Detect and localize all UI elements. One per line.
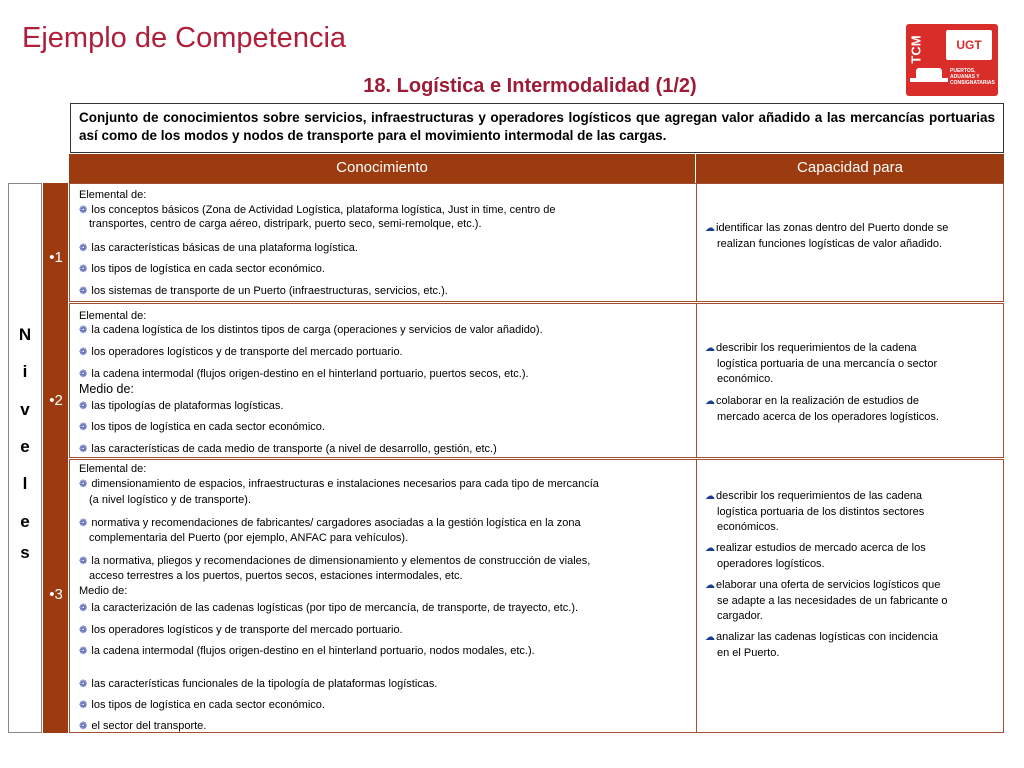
capacity-item	[705, 578, 940, 593]
logo-ugt-text: UGT	[946, 30, 992, 60]
bullet-icon: ❁	[79, 369, 88, 380]
bullet-icon: ❁	[79, 264, 88, 275]
knowledge-item	[79, 442, 497, 457]
niveles-letter: N	[18, 325, 32, 344]
bullet-icon: ❁	[79, 479, 88, 490]
bullet-icon: ❁	[79, 401, 88, 412]
capacity-text: colaborar en la realización de estudios de	[716, 395, 920, 407]
knowledge-text: los tipos de logística en cada sector económico.	[91, 263, 325, 275]
bullet-icon: ❁	[79, 347, 88, 358]
capacity-item-continuation	[717, 237, 942, 252]
knowledge-item	[79, 677, 437, 692]
knowledge-text: la cadena intermodal (flujos origen-destino en el hinterland portuario, nodos modales, etc.).	[91, 645, 535, 657]
logo-tagline: PUERTOS, ADUANAS Y CONSIGNATARIAS	[950, 68, 995, 86]
knowledge-item	[79, 477, 599, 492]
capacity-item-continuation	[717, 646, 779, 661]
arrow-bullet-icon: ☁	[705, 343, 715, 354]
knowledge-text: normativa y recomendaciones de fabricantes/ cargadores asociadas a la gestión logística en la zona	[91, 517, 581, 529]
arrow-bullet-icon: ☁	[705, 491, 715, 502]
section-heading: Medio de:	[79, 585, 128, 597]
arrow-bullet-icon: ☁	[705, 396, 715, 407]
tcm-ugt-logo	[906, 24, 998, 96]
bullet-icon: ❁	[79, 325, 88, 336]
knowledge-item	[79, 323, 543, 338]
bullet-icon: ❁	[79, 243, 88, 254]
bullet-icon: ❁	[79, 700, 88, 711]
capacity-item-continuation	[717, 557, 825, 572]
header-capacidad: Capacidad para	[797, 159, 903, 176]
slide-title: Ejemplo de Competencia	[22, 22, 347, 54]
capacity-text: logística portuaria de una mercancía o sector	[717, 357, 938, 370]
capacity-text: realizar estudios de mercado acerca de los	[716, 542, 926, 554]
section-heading: Elemental de:	[79, 310, 147, 322]
bullet-icon: ❁	[79, 518, 88, 529]
knowledge-text: el sector del transporte.	[91, 720, 207, 732]
column-divider	[696, 304, 697, 457]
knowledge-item	[79, 203, 555, 218]
knowledge-text: las características de cada medio de transporte (a nivel de desarrollo, gestión, etc.)	[91, 443, 497, 455]
knowledge-item	[79, 399, 283, 414]
column-divider	[696, 460, 697, 732]
knowledge-text: los operadores logísticos y de transporte del mercado portuario.	[91, 346, 403, 358]
knowledge-item-continuation	[89, 217, 482, 231]
section-heading: Elemental de:	[79, 189, 147, 201]
logo-hat-shape	[916, 68, 942, 78]
knowledge-text: las características funcionales de la tipología de plataformas logísticas.	[91, 678, 438, 690]
knowledge-item	[79, 284, 448, 299]
header-conocimiento: Conocimiento	[336, 159, 428, 176]
capacity-item-continuation	[717, 410, 939, 425]
capacity-item	[705, 221, 948, 236]
section-heading: Elemental de:	[79, 463, 147, 475]
knowledge-text: los tipos de logística en cada sector económico.	[91, 421, 325, 433]
capacity-text: elaborar una oferta de servicios logísticos que	[716, 579, 941, 591]
capacity-item	[705, 489, 922, 504]
knowledge-text: la cadena intermodal (flujos origen-destino en el hinterland portuario, puertos secos, etc.).	[91, 368, 529, 380]
niveles-letter: e	[20, 512, 30, 531]
capacity-item	[705, 341, 917, 356]
competence-definition: Conjunto de conocimientos sobre servicios, infraestructuras y operadores logísticos que agregan valor añadido a las mercancías portuarias así como de los modos y nodos de transporte para el movimiento intermodal de las cargas.	[70, 103, 1004, 153]
knowledge-text: (a nivel logístico y de transporte).	[89, 494, 252, 506]
capacity-text: analizar las cadenas logísticas con incidencia	[716, 631, 938, 643]
capacity-text: describir los requerimientos de las cadena	[716, 490, 923, 502]
capacity-text: se adapte a las necesidades de un fabricante o	[717, 594, 948, 607]
arrow-bullet-icon: ☁	[705, 223, 715, 234]
knowledge-item	[79, 698, 325, 713]
logo-hat-brim	[910, 78, 948, 82]
capacity-text: describir los requerimientos de la cadena	[716, 342, 917, 354]
capacity-item-continuation	[717, 505, 924, 520]
bullet-icon: ❁	[79, 679, 88, 690]
level-number: •3	[49, 586, 63, 603]
bullet-icon: ❁	[79, 646, 88, 657]
knowledge-item-continuation	[89, 531, 408, 545]
bullet-icon: ❁	[79, 556, 88, 567]
knowledge-item	[79, 345, 403, 360]
capacity-item-continuation	[717, 609, 763, 624]
knowledge-text: la normativa, pliegos y recomendaciones de dimensionamiento y elementos de construcción de viales,	[91, 555, 591, 567]
knowledge-item-continuation	[89, 569, 463, 583]
level-number: •1	[49, 249, 63, 266]
knowledge-text: los operadores logísticos y de transporte del mercado portuario.	[91, 624, 403, 636]
capacity-text: logística portuaria de los distintos sectores	[717, 505, 925, 518]
bullet-icon: ❁	[79, 422, 88, 433]
capacity-text: cargador.	[717, 610, 763, 622]
knowledge-text: transportes, centro de carga aéreo, distripark, puerto seco, semi-remolque, etc.).	[89, 218, 482, 230]
column-divider	[696, 184, 697, 301]
capacity-item-continuation	[717, 372, 773, 387]
capacity-item-continuation	[717, 594, 948, 609]
bullet-icon: ❁	[79, 444, 88, 455]
knowledge-item-continuation	[89, 493, 251, 507]
arrow-bullet-icon: ☁	[705, 580, 715, 591]
knowledge-text: acceso terrestres a los puertos, puertos secos, estaciones intermodales, etc.	[89, 570, 463, 582]
bullet-icon: ❁	[79, 205, 88, 216]
knowledge-item	[79, 262, 325, 277]
knowledge-text: la caracterización de las cadenas logísticas (por tipo de mercancía, de transporte, de trayecto, etc.).	[91, 602, 579, 614]
bullet-icon: ❁	[79, 721, 88, 732]
knowledge-item	[79, 719, 206, 734]
capacity-item	[705, 394, 919, 409]
capacity-text: realizan funciones logísticas de valor añadido.	[717, 237, 943, 250]
capacity-item-continuation	[717, 520, 779, 535]
section-heading: Medio de:	[79, 382, 134, 396]
knowledge-text: los tipos de logística en cada sector económico.	[91, 699, 325, 711]
knowledge-text: la cadena logística de los distintos tipos de carga (operaciones y servicios de valor añadido).	[91, 324, 543, 336]
capacity-text: mercado acerca de los operadores logísticos.	[717, 410, 939, 423]
niveles-letter: v	[20, 400, 30, 419]
knowledge-text: las tipologías de plataformas logísticas.	[91, 400, 284, 412]
bullet-icon: ❁	[79, 286, 88, 297]
competence-subtitle: 18. Logística e Intermodalidad (1/2)	[363, 75, 697, 97]
capacity-text: económico.	[717, 373, 774, 385]
knowledge-item	[79, 241, 358, 256]
capacity-item	[705, 541, 926, 556]
capacity-item	[705, 630, 938, 645]
arrow-bullet-icon: ☁	[705, 543, 715, 554]
niveles-letter: s	[20, 543, 30, 562]
knowledge-item	[79, 420, 325, 435]
knowledge-item	[79, 623, 403, 638]
knowledge-item	[79, 367, 529, 382]
knowledge-item	[79, 554, 590, 569]
level-number: •2	[49, 392, 63, 409]
niveles-letter: i	[22, 362, 28, 381]
knowledge-item	[79, 516, 581, 531]
table-header	[69, 154, 1004, 183]
arrow-bullet-icon: ☁	[705, 632, 715, 643]
knowledge-text: dimensionamiento de espacios, infraestructuras e instalaciones necesarios para cada tipo de mercancía	[91, 478, 599, 490]
niveles-letter: l	[22, 474, 28, 493]
niveles-letter: e	[20, 437, 30, 456]
bullet-icon: ❁	[79, 603, 88, 614]
bullet-icon: ❁	[79, 625, 88, 636]
capacity-item-continuation	[717, 357, 937, 372]
capacity-text: en el Puerto.	[717, 646, 780, 659]
knowledge-text: los sistemas de transporte de un Puerto (infraestructuras, servicios, etc.).	[91, 285, 448, 297]
knowledge-item	[79, 644, 535, 659]
capacity-text: operadores logísticos.	[717, 557, 825, 570]
logo-tcm-text: TCM	[908, 35, 924, 64]
knowledge-text: los conceptos básicos (Zona de Actividad Logística, plataforma logística, Just in time, centro de	[91, 204, 556, 216]
niveles-label-box	[8, 183, 42, 733]
knowledge-text: las características básicas de una plataforma logística.	[91, 242, 358, 254]
knowledge-item	[79, 601, 578, 616]
knowledge-text: complementaria del Puerto (por ejemplo, ANFAC para vehículos).	[89, 532, 409, 544]
capacity-text: económicos.	[717, 521, 779, 533]
capacity-text: identificar las zonas dentro del Puerto donde se	[716, 222, 949, 234]
